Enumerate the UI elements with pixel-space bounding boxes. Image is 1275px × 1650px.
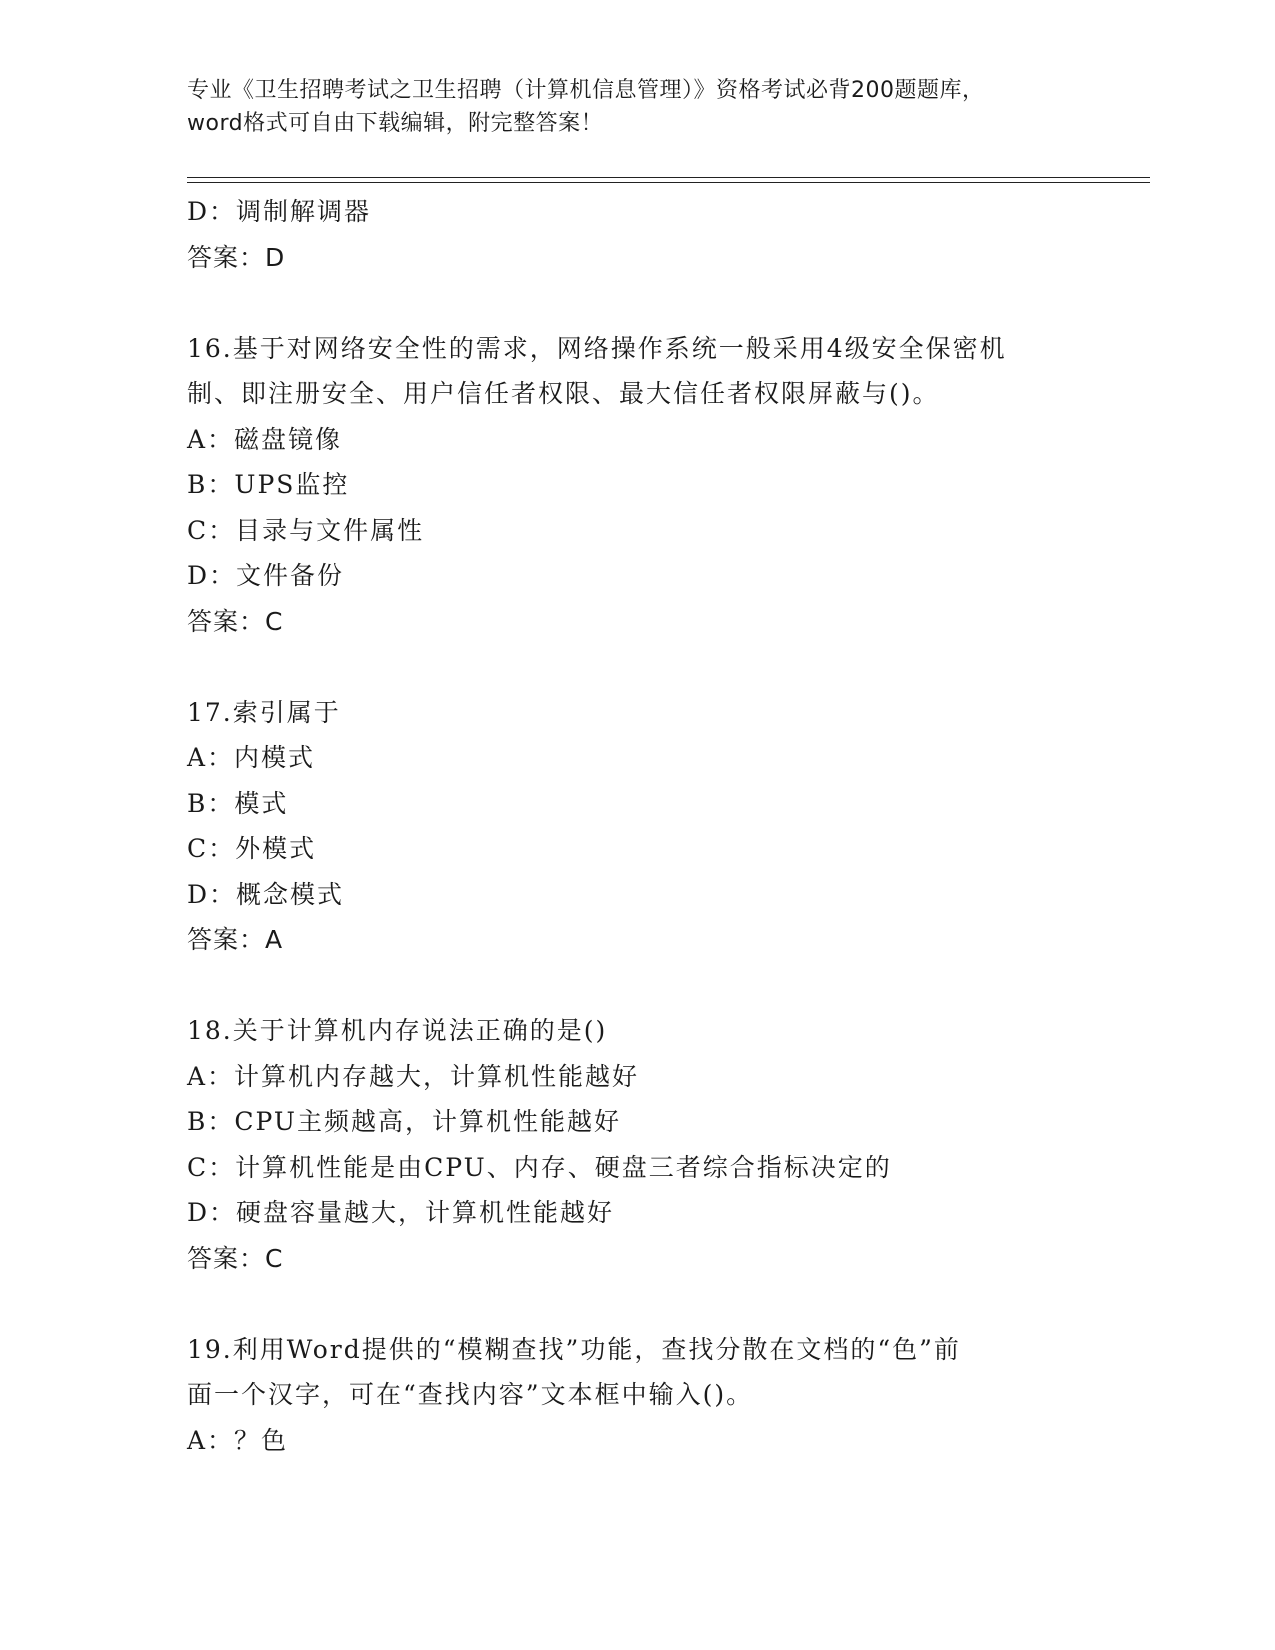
option-d: D：文件备份: [187, 561, 345, 590]
question-19: [187, 1327, 1147, 1464]
header-divider-top: [187, 177, 1150, 178]
document-header: [187, 74, 1087, 140]
spacer: [187, 644, 1147, 690]
answer-line: 答案：D: [187, 242, 286, 272]
option-d: D：概念模式: [187, 879, 345, 909]
option-a: A：计算机内存越大，计算机性能越好: [187, 1061, 640, 1091]
option-b: B：模式: [187, 788, 289, 818]
option-a: A：内模式: [187, 743, 316, 772]
header-title-line-2: word格式可自由下载编辑，附完整答案！: [187, 111, 604, 136]
question-18: [187, 1008, 1147, 1281]
option-b: B：CPU主频越高，计算机性能越好: [187, 1107, 621, 1136]
question-stem-line: 制、即注册安全、用户信任者权限、最大信任者权限屏蔽与()。: [187, 379, 940, 408]
option-c: C：目录与文件属性: [187, 515, 425, 545]
answer-line: 答案：C: [187, 606, 284, 636]
question-16: [187, 326, 1147, 645]
question-stem-line: 17.索引属于: [187, 697, 341, 727]
question-stem-line: 16.基于对网络安全性的需求，网络操作系统一般采用4级安全保密机: [187, 333, 1007, 363]
option-a: A：磁盘镜像: [187, 424, 343, 454]
question-15-tail: [187, 189, 1147, 280]
header-divider-bottom: [187, 182, 1150, 183]
question-stem-line: 19.利用Word提供的“模糊查找”功能，查找分散在文档的“色”前: [187, 1334, 961, 1364]
answer-line: 答案：C: [187, 1243, 284, 1273]
option-a: A：？色: [187, 1425, 289, 1455]
header-title-line-1: 专业《卫生招聘考试之卫生招聘（计算机信息管理）》资格考试必背200题题库，: [187, 78, 985, 103]
answer-line: 答案：A: [187, 925, 284, 954]
question-stem-line: 18.关于计算机内存说法正确的是(): [187, 1016, 608, 1045]
question-stem-line: 面一个汉字，可在“查找内容”文本框中输入()。: [187, 1380, 754, 1409]
option-b: B：UPS监控: [187, 470, 350, 499]
spacer: [187, 963, 1147, 1009]
question-17: [187, 690, 1147, 963]
question-list: [187, 189, 1147, 1463]
spacer: [187, 1281, 1147, 1327]
option-c: C：计算机性能是由CPU、内存、硬盘三者综合指标决定的: [187, 1152, 892, 1182]
option-d: D：调制解调器: [187, 197, 372, 226]
option-d: D：硬盘容量越大，计算机性能越好: [187, 1198, 615, 1227]
option-c: C：外模式: [187, 834, 317, 863]
spacer: [187, 280, 1147, 326]
